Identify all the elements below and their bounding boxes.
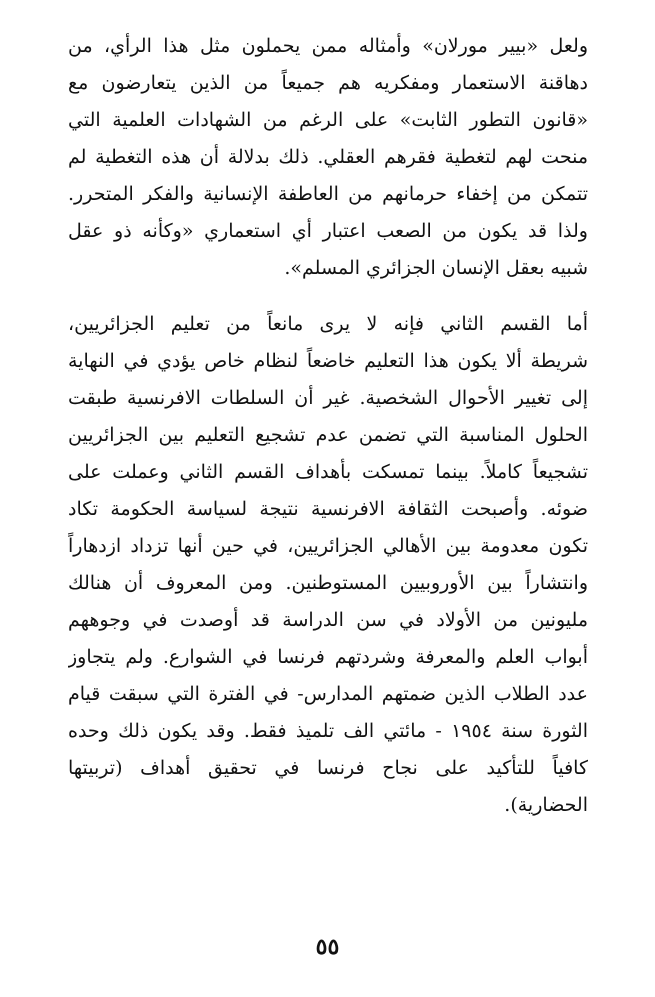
text-line: عدد الطلاب الذين ضمتهم المدارس- في الفترة التي سبقت قيام — [68, 683, 588, 705]
text-line: منحت لهم لتغطية فقرهم العقلي. ذلك بدلالة أن هذه التغطية لم — [68, 146, 588, 168]
text-line: كافياً للتأكيد على نجاح فرنسا في تحقيق أهداف (تربيتها — [68, 757, 588, 779]
text-line: «قانون التطور الثابت» على الرغم من الشهادات العلمية التي — [68, 109, 588, 131]
text-line: أما القسم الثاني فإنه لا يرى مانعاً من تعليم الجزائريين، — [68, 313, 588, 335]
page-number: ٥٥ — [315, 934, 340, 960]
text-line: الحلول المناسبة التي تضمن عدم تشجيع التعليم بين الجزائريين — [68, 424, 588, 446]
text-line: أبواب العلم والمعرفة وشردتهم فرنسا في الشوارع. ولم يتجاوز — [68, 646, 588, 668]
text-line: إلى تغيير الأحوال الشخصية. غير أن السلطات الافرنسية طبقت — [68, 387, 588, 409]
text-line: تكون معدومة بين الأهالي الجزائريين، في حين أنها تزداد ازدهاراً — [68, 535, 588, 557]
text-line: دهاقنة الاستعمار ومفكريه هم جميعاً من الذين يتعارضون مع — [68, 72, 588, 94]
text-line: مليونين من الأولاد في سن الدراسة قد أوصدت في وجوههم — [68, 609, 588, 631]
text-line: ولذا قد يكون من الصعب اعتبار أي استعماري «وكأنه ذو عقل — [68, 220, 588, 242]
text-line: تشجيعاً كاملاً. بينما تمسكت بأهداف القسم الثاني وعملت على — [68, 461, 588, 483]
text-line: ضوئه. وأصبحت الثقافة الافرنسية نتيجة لسياسة الحكومة تكاد — [68, 498, 588, 520]
text-line: شريطة ألا يكون هذا التعليم خاضعاً لنظام خاص يؤدي في النهاية — [68, 350, 588, 372]
text-line: شبيه بعقل الإنسان الجزائري المسلم». — [284, 257, 588, 279]
text-line: تتمكن من إخفاء حرمانهم من العاطفة الإنسانية والفكر المتحرر. — [68, 183, 588, 205]
paragraph-2 — [68, 306, 588, 824]
text-line: الثورة سنة ١٩٥٤ - مائتي الف تلميذ فقط. وقد يكون ذلك وحده — [68, 720, 588, 742]
paragraph-1 — [68, 28, 588, 287]
text-line: ولعل «بيير مورلان» وأمثاله ممن يحملون مثل هذا الرأي، من — [68, 35, 588, 57]
text-line: وانتشاراً بين الأوروبيين المستوطنين. ومن المعروف أن هنالك — [68, 572, 588, 594]
text-line: الحضارية). — [504, 794, 588, 816]
